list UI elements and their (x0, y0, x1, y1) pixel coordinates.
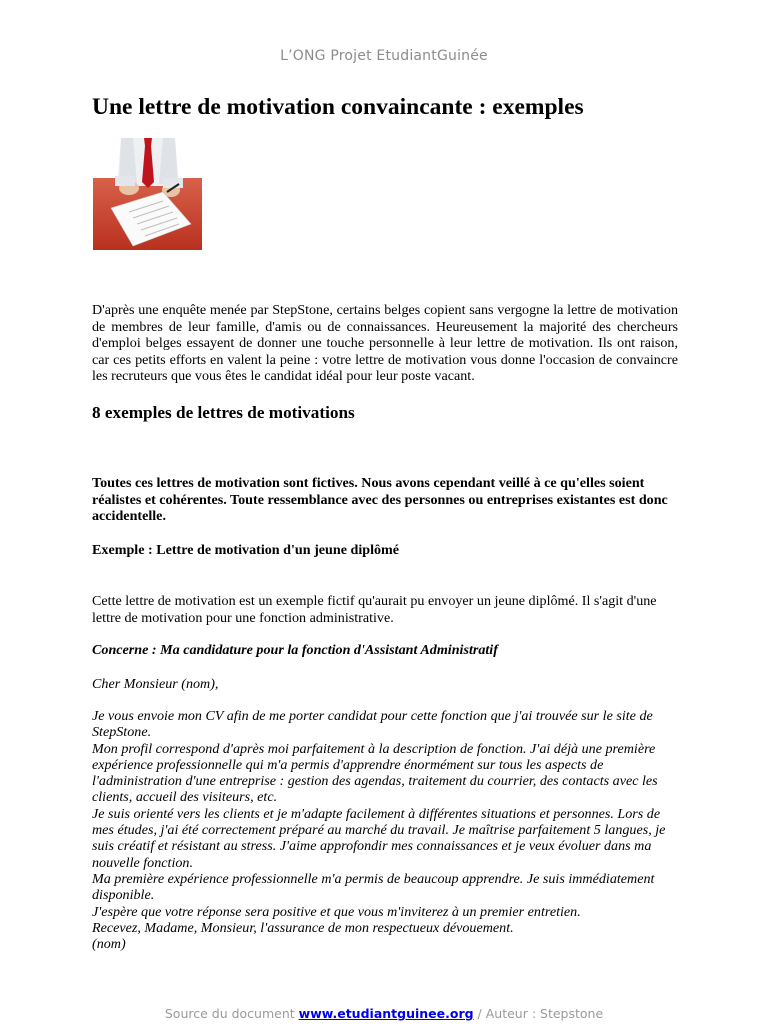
businessman-signing-photo (93, 138, 202, 250)
letter-line: J'espère que votre réponse sera positive et que vous m'inviterez à un premier entretien. (92, 903, 581, 920)
letter-line: Recevez, Madame, Monsieur, l'assurance de mon respectueux dévouement. (92, 919, 514, 936)
letter-line: expérience professionnelle qui m'a permis d'apprendre énormément sur tous les aspects de (92, 756, 604, 773)
letter-body (92, 708, 682, 952)
letter-signature: (nom) (92, 936, 126, 953)
letter-line: mes études, j'ai été correctement préparé au marché du travail. Je maîtrise parfaitement 5 langues, je (92, 822, 666, 839)
letter-line: l'administration d'une entreprise : gestion des agendas, traitement du courrier, des contacts avec les (92, 773, 658, 790)
page-header: L’ONG Projet EtudiantGuinée (280, 48, 488, 64)
letter-line: clients, accueil des visiteurs, etc. (92, 789, 278, 806)
page-title: Une lettre de motivation convaincante : exemples (92, 94, 584, 120)
footer-source-label: Source du document (164, 1006, 299, 1021)
section-heading: 8 exemples de lettres de motivations (92, 403, 355, 422)
letter-line: Mon profil correspond d'après moi parfaitement à la description de fonction. J'ai déjà une première (92, 740, 656, 757)
letter-line: Ma première expérience professionnelle m'a permis de beaucoup apprendre. Je suis immédiatement (92, 870, 655, 887)
letter-line: suis créatif et résistant au stress. J'aime approfondir mes connaissances et je veux évoluer dans ma (92, 838, 652, 855)
letter-line: Je vous envoie mon CV afin de me porter candidat pour cette fonction que j'ai trouvée sur le site de (92, 708, 653, 724)
letter-subject: Concerne : Ma candidature pour la fonction d'Assistant Administratif (92, 642, 498, 658)
letter-salutation: Cher Monsieur (nom), (92, 676, 219, 692)
letter-line: disponible. (92, 887, 155, 904)
letter-line: nouvelle fonction. (92, 854, 193, 871)
example-intro-paragraph: Cette lettre de motivation est un exemple fictif qu'aurait pu envoyer un jeune diplômé. Il s'agit d'une lettre de motivation pour une fonction administrative. (92, 593, 657, 626)
footer-author: / Auteur : Stepstone (473, 1006, 604, 1021)
page-footer (0, 1006, 768, 1021)
disclaimer-paragraph: Toutes ces lettres de motivation sont fictives. Nous avons cependant veillé à ce qu'elles soient réalistes et cohérentes. Toute ressemblance avec des personnes ou entreprises existantes est donc accidentelle. (92, 475, 668, 525)
footer-website-link[interactable]: www.etudiantguinee.org (298, 1006, 474, 1021)
letter-line: StepStone. (92, 724, 152, 741)
intro-paragraph: D'après une enquête menée par StepStone, certains belges copient sans vergogne la lettre de motivation de membres de leur famille, d'amis ou de connaissances. Heureusement la majorité des chercheurs d'emploi belges essayent de donner une touche personnelle à leur lettre de motivation. Ils ont raison, car ces petits efforts en valent la peine : votre lettre de motivation vous donne l'occasion de convaincre les recruteurs que vous êtes le candidat idéal pour leur poste vacant. (92, 302, 678, 385)
example-heading: Exemple : Lettre de motivation d'un jeune diplômé (92, 542, 400, 558)
letter-line: Je suis orienté vers les clients et je m'adapte facilement à différentes situations et personnes. Lors de (92, 805, 661, 822)
